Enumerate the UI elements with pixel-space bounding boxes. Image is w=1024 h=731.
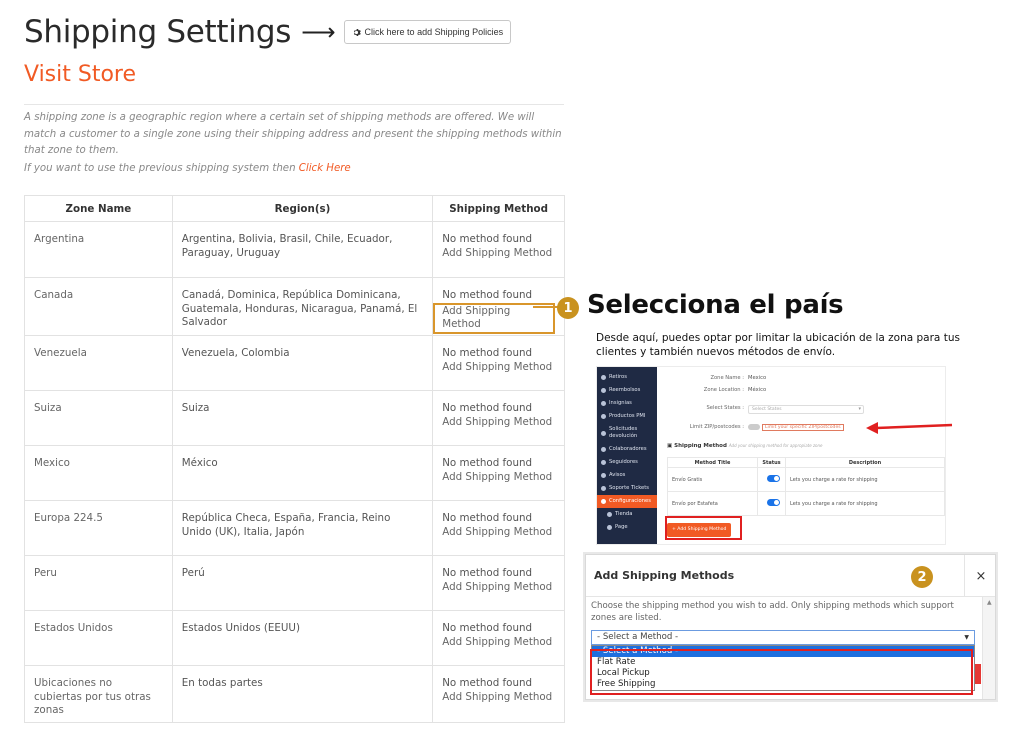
select-states-dropdown[interactable]: Select States ▾ (748, 405, 864, 414)
mini-col-description: Description (786, 458, 945, 468)
zone-shipping-method (433, 501, 565, 556)
table-row (25, 611, 565, 666)
modal-scrollbar[interactable] (982, 597, 996, 700)
shipping-method-section-title (667, 443, 945, 449)
method-status-toggle[interactable] (767, 475, 780, 482)
sidebar-item[interactable] (597, 482, 657, 495)
zone-name: Suiza (25, 391, 173, 446)
gear-icon (352, 28, 361, 37)
table-row (25, 501, 565, 556)
no-method-text: No method found (442, 289, 533, 301)
add-shipping-method-link[interactable]: Add Shipping Method (442, 635, 553, 648)
column-header-regions: Region(s) (172, 196, 432, 222)
menu-icon (601, 460, 606, 465)
table-row (668, 492, 945, 516)
method-description: Lets you charge a rate for shipping (786, 492, 945, 516)
sidebar-item[interactable] (597, 397, 657, 410)
previous-system-prefix: If you want to use the previous shipping system then (24, 163, 299, 174)
option-local-pickup[interactable]: Local Pickup (597, 668, 650, 678)
add-shipping-method-link[interactable]: Add Shipping Method (442, 360, 553, 373)
zone-shipping-method (433, 446, 565, 501)
select-current-value: - Select a Method - (597, 632, 679, 642)
no-method-text: No method found (442, 567, 533, 579)
menu-icon (601, 375, 606, 380)
no-method-text: No method found (442, 622, 533, 634)
arrow-left-icon (866, 420, 954, 434)
zone-regions: Estados Unidos (EEUU) (172, 611, 432, 666)
no-method-text: No method found (442, 347, 533, 359)
shipping-methods-table (667, 457, 945, 516)
table-row (668, 468, 945, 492)
select-states-label: Select States : (706, 405, 744, 411)
zone-shipping-method (433, 666, 565, 723)
zone-shipping-method (433, 611, 565, 666)
sidebar-item[interactable] (597, 521, 657, 534)
no-method-text: No method found (442, 457, 533, 469)
menu-icon (601, 447, 606, 452)
policies-button-label: Click here to add Shipping Policies (364, 27, 504, 37)
zone-name: Europa 224.5 (25, 501, 173, 556)
modal-title: Add Shipping Methods (594, 569, 735, 582)
column-header-zone: Zone Name (25, 196, 173, 222)
menu-icon (601, 473, 606, 478)
zone-name-label: Zone Name : (710, 375, 744, 381)
zone-name: Venezuela (25, 336, 173, 391)
previous-system-link[interactable]: Click Here (298, 163, 351, 174)
divider (24, 104, 564, 105)
option-free-shipping[interactable]: Free Shipping (597, 679, 656, 689)
zone-shipping-method (433, 391, 565, 446)
sidebar-item-label: Page (615, 524, 628, 530)
zones-table (24, 195, 565, 723)
no-method-text: No method found (442, 677, 533, 689)
modal-header (586, 555, 996, 597)
sidebar-item[interactable] (597, 384, 657, 397)
option-flat-rate[interactable]: Flat Rate (597, 657, 636, 667)
add-method-highlight (665, 516, 742, 540)
table-header-row (25, 196, 565, 222)
admin-sidebar (597, 367, 657, 545)
table-row (25, 556, 565, 611)
select-states-row (667, 405, 864, 414)
sidebar-item-label: Solicitudes devolución (609, 426, 638, 439)
sidebar-item[interactable] (597, 508, 657, 521)
zone-location-label: Zone Location : (703, 387, 744, 393)
zone-regions: República Checa, España, Francia, Reino Unido (UK), Italia, Japón (172, 501, 432, 556)
page-title: Shipping Settings (24, 14, 292, 50)
zone-shipping-method (433, 556, 565, 611)
sidebar-item-label: Reembolsos (609, 387, 641, 393)
menu-icon (601, 388, 606, 393)
table-row (25, 391, 565, 446)
zone-location-value: México (748, 387, 767, 393)
add-shipping-method-link[interactable]: Add Shipping Method (442, 690, 553, 703)
sidebar-item-label: Configuraciones (609, 498, 651, 504)
zone-name: Ubicaciones no cubiertas por tus otras zonas (25, 666, 173, 723)
no-method-text: No method found (442, 402, 533, 414)
menu-icon (601, 431, 606, 436)
step1-title: Selecciona el país (587, 290, 844, 320)
mini-col-title: Method Title (668, 458, 758, 468)
sidebar-item[interactable] (597, 371, 657, 384)
shipping-method-select[interactable] (591, 630, 975, 645)
sidebar-item-label: Productos PMI (609, 413, 646, 419)
sidebar-item[interactable] (597, 495, 657, 508)
sidebar-item-label: Soporte Tickets (609, 485, 649, 491)
zone-edit-screenshot (596, 366, 946, 545)
menu-icon (601, 401, 606, 406)
add-shipping-method-link[interactable]: Add Shipping Method (442, 415, 553, 428)
menu-icon (601, 414, 606, 419)
menu-icon (601, 499, 606, 504)
option-select-method[interactable]: - Select a Method - (592, 646, 974, 657)
menu-icon (601, 486, 606, 491)
section-title-text: Shipping Method (674, 443, 727, 449)
red-button-edge (975, 664, 981, 684)
step1-description: Desde aquí, puedes optar por limitar la ubicación de la zona para tus clientes y también nuevos métodos de envío. (596, 332, 960, 358)
zone-regions: México (172, 446, 432, 501)
zone-regions: Venezuela, Colombia (172, 336, 432, 391)
step2-badge: 2 (911, 566, 933, 588)
add-shipping-method-link[interactable]: Add Shipping Method (442, 470, 553, 483)
table-row (25, 278, 565, 336)
zone-regions: Argentina, Bolivia, Brasil, Chile, Ecuador, Paraguay, Uruguay (172, 222, 432, 278)
sidebar-item-label: Insignias (609, 400, 632, 406)
limit-zip-toggle[interactable] (748, 424, 760, 430)
close-icon[interactable]: × (964, 555, 996, 597)
add-shipping-method-link[interactable]: Add Shipping Method (442, 246, 553, 259)
arrow-right-icon: ⟶ (301, 18, 336, 46)
no-method-text: No method found (442, 233, 533, 245)
add-shipping-method-button[interactable]: + Add Shipping Method (667, 523, 731, 537)
sidebar-item[interactable] (597, 410, 657, 423)
options-highlight (590, 649, 973, 695)
zone-shipping-method (433, 336, 565, 391)
mini-col-status: Status (758, 458, 786, 468)
no-method-text: No method found (442, 512, 533, 524)
sidebar-item[interactable] (597, 443, 657, 456)
menu-icon (607, 525, 612, 530)
add-shipping-policies-button[interactable] (344, 20, 512, 44)
zone-regions: Canadá, Dominica, República Dominicana, Guatemala, Honduras, Nicaragua, Panamá, El Salvador (172, 278, 432, 336)
sidebar-item[interactable] (597, 423, 657, 443)
step1-badge: 1 (557, 297, 579, 319)
zone-name-value: Mexico (748, 375, 767, 381)
zone-regions: En todas partes (172, 666, 432, 723)
zone-name: Canada (25, 278, 173, 336)
limit-zip-label: Limit ZIP/postcodes : (689, 424, 744, 430)
sidebar-item[interactable] (597, 469, 657, 482)
column-header-method: Shipping Method (433, 196, 565, 222)
zone-name: Estados Unidos (25, 611, 173, 666)
method-status-toggle[interactable] (767, 499, 780, 506)
limit-zip-text: Limit your specific ZIP/postcodes (762, 424, 844, 431)
add-shipping-method-link[interactable]: Add Shipping Method (442, 580, 553, 593)
sidebar-item[interactable] (597, 456, 657, 469)
zone-name: Argentina (25, 222, 173, 278)
zone-name: Mexico (25, 446, 173, 501)
visit-store-link[interactable]: Visit Store (24, 62, 137, 87)
sidebar-item-label: Colaboradores (609, 446, 647, 452)
table-row (25, 446, 565, 501)
zone-regions: Perú (172, 556, 432, 611)
add-shipping-method-link[interactable]: Add Shipping Method (442, 525, 553, 538)
method-title: Envío Gratis (668, 468, 758, 492)
table-row (25, 336, 565, 391)
zone-shipping-method (433, 222, 565, 278)
zone-name: Peru (25, 556, 173, 611)
modal-description: Choose the shipping method you wish to add. Only shipping methods which support zones are listed. (591, 601, 954, 623)
section-subtitle: Add your shipping method for appropiate zone (728, 443, 823, 448)
sidebar-item-label: Retiros (609, 374, 627, 380)
header-row (24, 14, 511, 50)
chevron-down-icon: ▼ (964, 634, 969, 641)
zone-name-row (667, 375, 766, 381)
intro-text: A shipping zone is a geographic region where a certain set of shipping methods are offered. We will match a customer to a single zone using their shipping address and present the shipping methods within that zone to them. (24, 112, 562, 156)
add-shipping-method-link[interactable]: Add Shipping Method (433, 303, 555, 334)
method-description: Lets you charge a rate for shipping (786, 468, 945, 492)
menu-icon (607, 512, 612, 517)
previous-system-text (24, 163, 351, 174)
zone-regions: Suiza (172, 391, 432, 446)
step1-connector (533, 306, 558, 308)
table-row (25, 222, 565, 278)
limit-zip-row (667, 424, 844, 431)
method-title: Envío por Estafeta (668, 492, 758, 516)
zone-location-row (667, 387, 766, 393)
truck-icon: ▣ (667, 443, 675, 449)
sidebar-item-label: Seguidores (609, 459, 638, 465)
sidebar-item-label: Tienda (615, 511, 633, 517)
table-row (25, 666, 565, 723)
sidebar-item-label: Avisos (609, 472, 626, 478)
